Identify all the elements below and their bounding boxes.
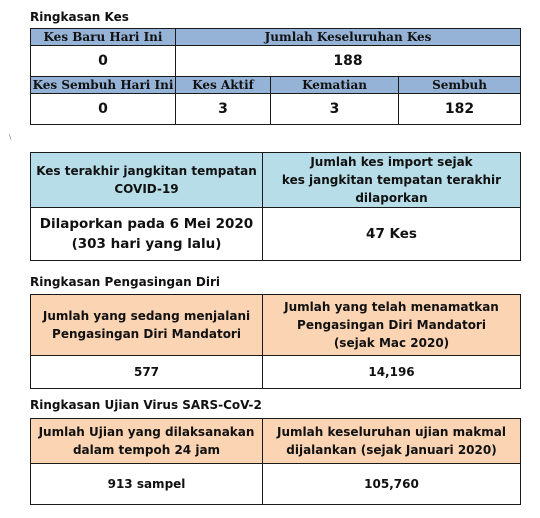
value-kes-baru: 0 — [31, 46, 176, 77]
header-line: kes jangkitan tempatan terakhir — [281, 173, 502, 187]
header-kes-baru: Kes Baru Hari Ini — [31, 29, 176, 46]
header-line: Pengasingan Diri Mandatori — [52, 327, 241, 341]
section-title-pengasingan: Ringkasan Pengasingan Diri — [30, 275, 221, 289]
value-jumlah-keseluruhan: 188 — [176, 46, 521, 77]
header-line: Jumlah kes import sejak — [310, 155, 473, 169]
header-line: Jumlah keseluruhan ujian makmal — [277, 425, 506, 439]
header-ujian-24-jam — [31, 419, 263, 464]
header-line: Jumlah yang telah menamatkan — [284, 300, 499, 314]
value-sembuh: 182 — [399, 94, 521, 125]
header-jumlah-kes-import — [263, 153, 521, 208]
stray-mark: \ — [9, 133, 12, 141]
header-line: dalam tempoh 24 jam — [72, 443, 221, 457]
header-kes-terakhir-tempatan — [31, 153, 263, 208]
header-ujian-keseluruhan — [263, 419, 521, 464]
value-kematian: 3 — [271, 94, 399, 125]
ujian-table — [30, 418, 521, 505]
header-line: dilaporkan — [355, 191, 428, 205]
value-telah-menamatkan: 14,196 — [263, 356, 521, 389]
header-line: Kes terakhir jangkitan tempatan — [36, 164, 257, 178]
value-kes-import: 47 Kes — [263, 208, 521, 261]
header-sedang-menjalani — [31, 295, 263, 356]
value-sedang-menjalani: 577 — [31, 356, 263, 389]
header-line: (sejak Mac 2020) — [333, 336, 450, 350]
pengasingan-table — [30, 294, 521, 389]
value-line: Dilaporkan pada 6 Mei 2020 — [39, 216, 254, 232]
value-line: (303 hari yang lalu) — [71, 236, 222, 252]
header-line: Jumlah yang sedang menjalani — [42, 309, 251, 323]
value-kes-sembuh-hari-ini: 0 — [31, 94, 176, 125]
header-line: COVID-19 — [114, 182, 179, 196]
header-line: Pengasingan Diri Mandatori — [297, 318, 486, 332]
header-telah-menamatkan — [263, 295, 521, 356]
header-sembuh: Sembuh — [399, 77, 521, 94]
section-title-ujian: Ringkasan Ujian Virus SARS-CoV-2 — [30, 398, 262, 412]
value-kes-aktif: 3 — [176, 94, 271, 125]
header-kes-aktif: Kes Aktif — [176, 77, 271, 94]
header-jumlah-keseluruhan: Jumlah Keseluruhan Kes — [176, 29, 521, 46]
jangkitan-tempatan-table — [30, 152, 521, 261]
header-line: dijalankan (sejak Januari 2020) — [286, 443, 497, 457]
value-dilaporkan — [31, 208, 263, 261]
value-ujian-24-jam: 913 sampel — [31, 464, 263, 505]
header-kematian: Kematian — [271, 77, 399, 94]
value-ujian-keseluruhan: 105,760 — [263, 464, 521, 505]
section-title-ringkasan-kes: Ringkasan Kes — [30, 10, 129, 24]
header-line: Jumlah Ujian yang dilaksanakan — [38, 425, 255, 439]
ringkasan-kes-table — [30, 28, 521, 125]
header-kes-sembuh-hari-ini: Kes Sembuh Hari Ini — [31, 77, 176, 94]
